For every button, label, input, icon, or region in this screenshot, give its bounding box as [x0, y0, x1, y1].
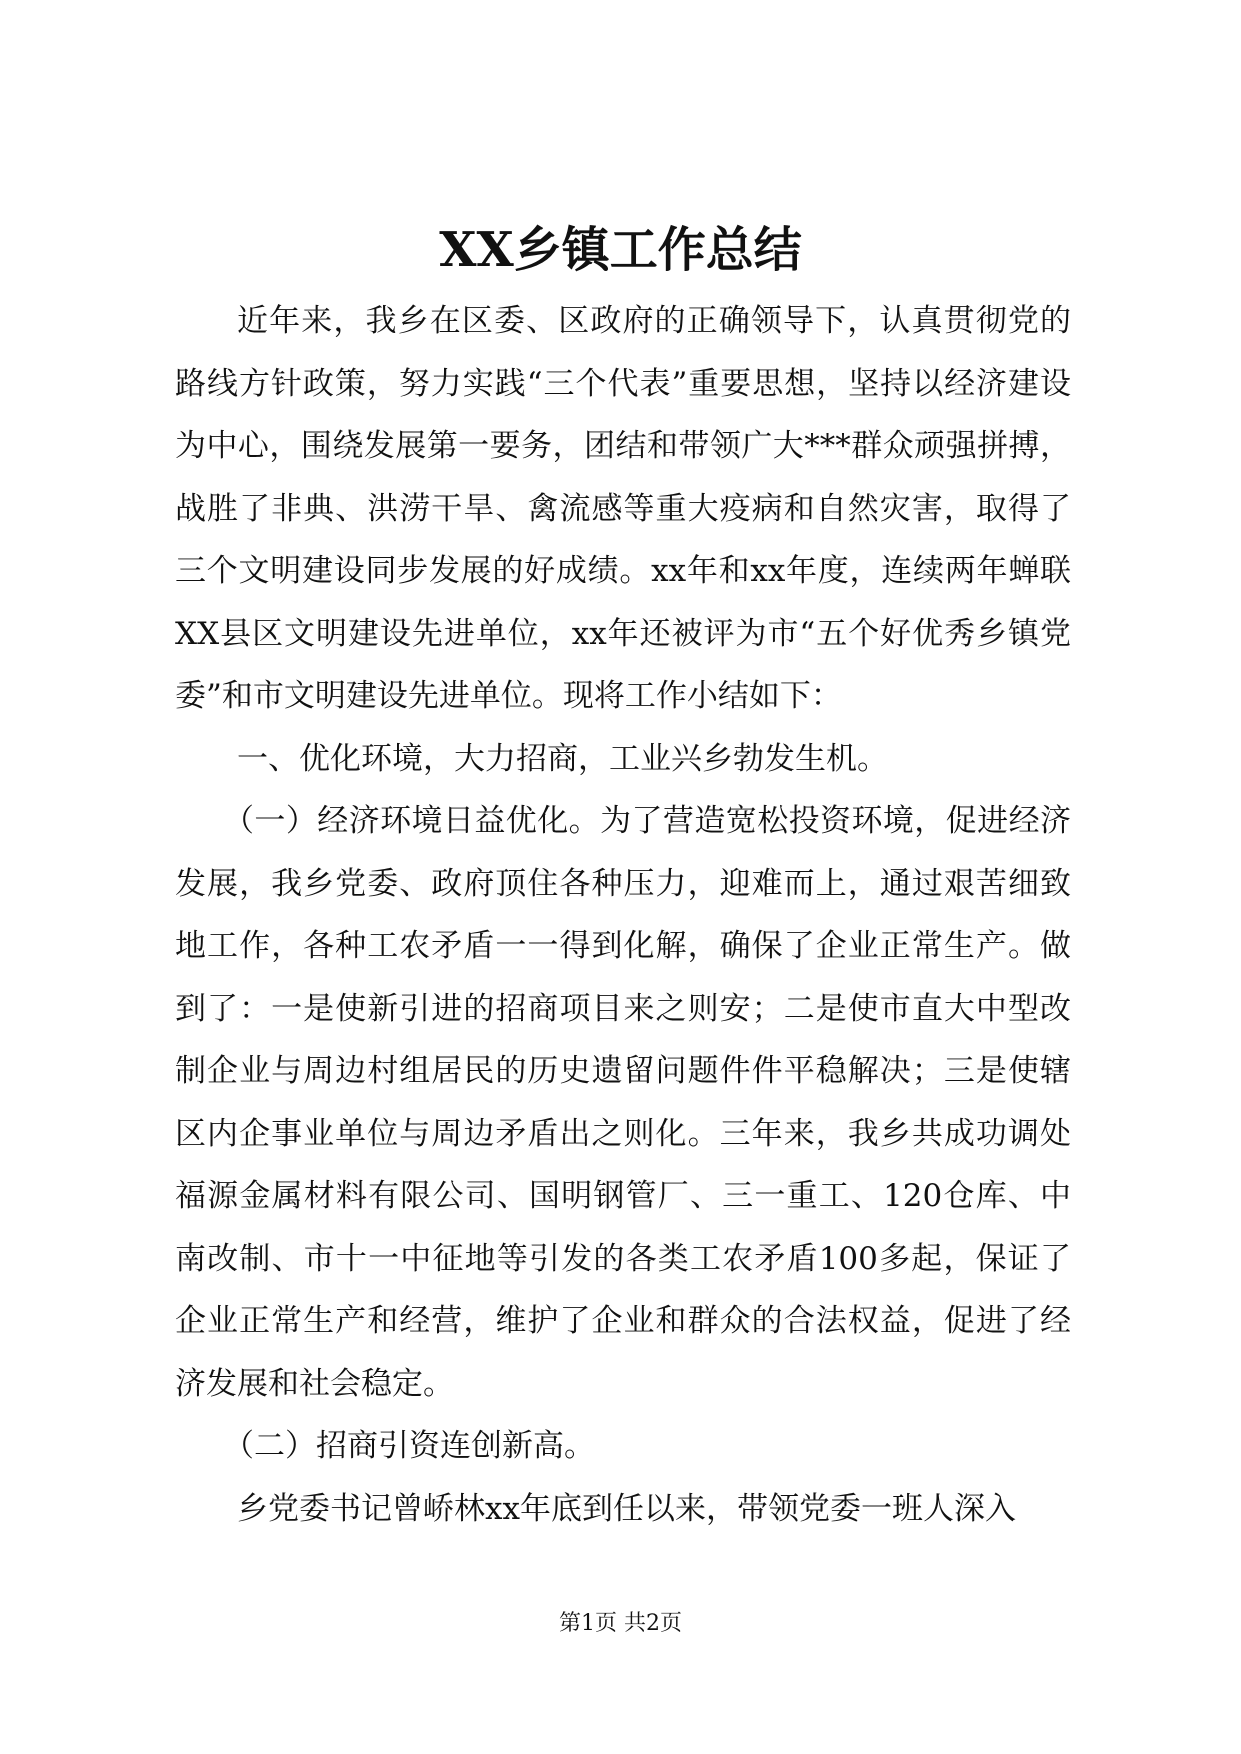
paragraph-intro: 近年来，我乡在区委、区政府的正确领导下，认真贯彻党的路线方针政策，努力实践“三个代表”重要思想，坚持以经济建设为中心，围绕发展第一要务，团结和带领广大***群众顽强拼搏，战胜了非典、洪涝干旱、禽流感等重大疫病和自然灾害，取得了三个文明建设同步发展的好成绩。xx年和xx年度，连续两年蝉联XX县区文明建设先进单位，xx年还被评为市“五个好优秀乡镇党委”和市文明建设先进单位。现将工作小结如下： — [175, 303, 1071, 714]
paragraph-economic-environment: （一）经济环境日益优化。为了营造宽松投资环境，促进经济发展，我乡党委、政府顶住各种压力，迎难而上，通过艰苦细致地工作，各种工农矛盾一一得到化解，确保了企业正常生产。做到了：一是使新引进的招商项目来之则安；二是使市直大中型改制企业与周边村组居民的历史遗留问题件件平稳解决；三是使辖区内企事业单位与周边矛盾出之则化。三年来，我乡共成功调处福源金属材料有限公司、国明钢管厂、三一重工、120仓库、中南改制、市十一中征地等引发的各类工农矛盾100多起，保证了企业正常生产和经营，维护了企业和群众的合法权益，促进了经济发展和社会稳定。 — [175, 803, 1071, 1402]
document-title: XX乡镇工作总结 — [439, 222, 802, 278]
paragraph-investment: 乡党委书记曾峤林xx年底到任以来，带领党委一班人深入 — [237, 1490, 1016, 1527]
document-body — [175, 290, 1071, 1540]
page-footer: 第1页 共2页 — [559, 1611, 682, 1636]
subsection-heading-investment: （二）招商引资连创新高。 — [223, 1428, 595, 1464]
section-heading-1: 一、优化环境，大力招商，工业兴乡勃发生机。 — [237, 740, 888, 777]
